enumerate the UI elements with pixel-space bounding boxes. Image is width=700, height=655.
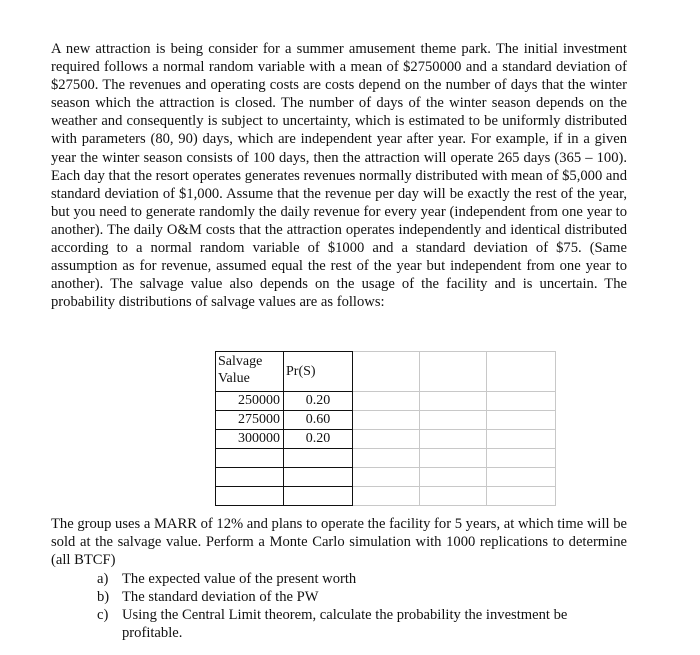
empty-cell [420, 411, 487, 430]
empty-cell [353, 430, 420, 449]
empty-cell [487, 487, 556, 506]
table-row [216, 487, 556, 506]
empty-cell [353, 411, 420, 430]
empty-cell [487, 430, 556, 449]
header-salvage-value [216, 352, 284, 392]
empty-cell [420, 392, 487, 411]
table-row [216, 468, 556, 487]
table-header-row [216, 352, 556, 392]
empty-cell [284, 468, 353, 487]
salvage-value-cell: 275000 [216, 411, 284, 430]
empty-cell [420, 468, 487, 487]
question-text: Using the Central Limit theorem, calculate the probability the investment be profitable. [122, 607, 568, 642]
empty-cell [487, 449, 556, 468]
empty-cell [487, 411, 556, 430]
closing-section [51, 515, 627, 569]
header-probability: Pr(S) [284, 352, 353, 392]
empty-cell [487, 468, 556, 487]
empty-cell [216, 468, 284, 487]
empty-cell [487, 352, 556, 392]
empty-cell [420, 487, 487, 506]
empty-cell [353, 487, 420, 506]
question-text: The standard deviation of the PW [122, 589, 319, 606]
question-item-a [97, 570, 627, 588]
empty-cell [353, 392, 420, 411]
question-marker: c) [97, 607, 109, 624]
probability-cell: 0.60 [284, 411, 353, 430]
salvage-value-cell: 300000 [216, 430, 284, 449]
empty-cell [353, 449, 420, 468]
question-item-b [97, 588, 627, 606]
question-text: The expected value of the present worth [122, 571, 357, 587]
salvage-value-table [215, 351, 556, 506]
empty-cell [284, 449, 353, 468]
closing-paragraph: The group uses a MARR of 12% and plans to operate the facility for 5 years, at which time will be sold at the salvage value. Perform a Monte Carlo simulation with 1000 replications to determine (all BTCF) [51, 516, 627, 569]
problem-statement [51, 40, 627, 311]
empty-cell [420, 430, 487, 449]
question-marker: b) [97, 589, 110, 606]
table-row [216, 449, 556, 468]
empty-cell [216, 449, 284, 468]
empty-cell [216, 487, 284, 506]
question-marker: a) [97, 571, 109, 587]
table-row [216, 430, 556, 449]
intro-paragraph: A new attraction is being consider for a summer amusement theme park. The initial investment required follows a normal random variable with a mean of $2750000 and a standard deviation of $27500. The revenues and operating costs are costs depend on the number of days that the winter season which the attraction is closed. The number of days of the winter season depends on the weather and consequently is subject to uncertainty, which is estimated to be uniformly distributed with parameters (80, 90) days, which are independent year after year. For example, if in a given year the winter season consists of 100 days, then the attraction will operate 265 days (365 – 100). Each day that the resort operates generates revenues normally distributed with mean of $5,000 and standard deviation of $1,000. Assume that the revenue per day will be exactly the rest of the year, but you need to generate randomly the daily revenue for every year (independent from one year to another). The daily O&M costs that the attraction operates independently and identical distributed according to a normal random variable of $1000 and a standard deviation of $75. (Same assumption as for revenue, assumed equal the rest of the year but independent from one year to another). The salvage value also depends on the usage of the facility and is uncertain. The probability distributions of salvage values are as follows: [51, 41, 627, 311]
empty-cell [284, 487, 353, 506]
salvage-value-table-region [215, 351, 556, 506]
empty-cell [353, 352, 420, 392]
table-row [216, 392, 556, 411]
empty-cell [420, 352, 487, 392]
question-item-c [97, 606, 627, 642]
empty-cell [420, 449, 487, 468]
probability-cell: 0.20 [284, 430, 353, 449]
salvage-value-cell: 250000 [216, 392, 284, 411]
header-salvage-line1: Salvage [218, 354, 263, 369]
empty-cell [353, 468, 420, 487]
question-list [97, 570, 627, 642]
table-row [216, 411, 556, 430]
probability-cell: 0.20 [284, 392, 353, 411]
header-salvage-line2: Value [218, 371, 250, 386]
empty-cell [487, 392, 556, 411]
